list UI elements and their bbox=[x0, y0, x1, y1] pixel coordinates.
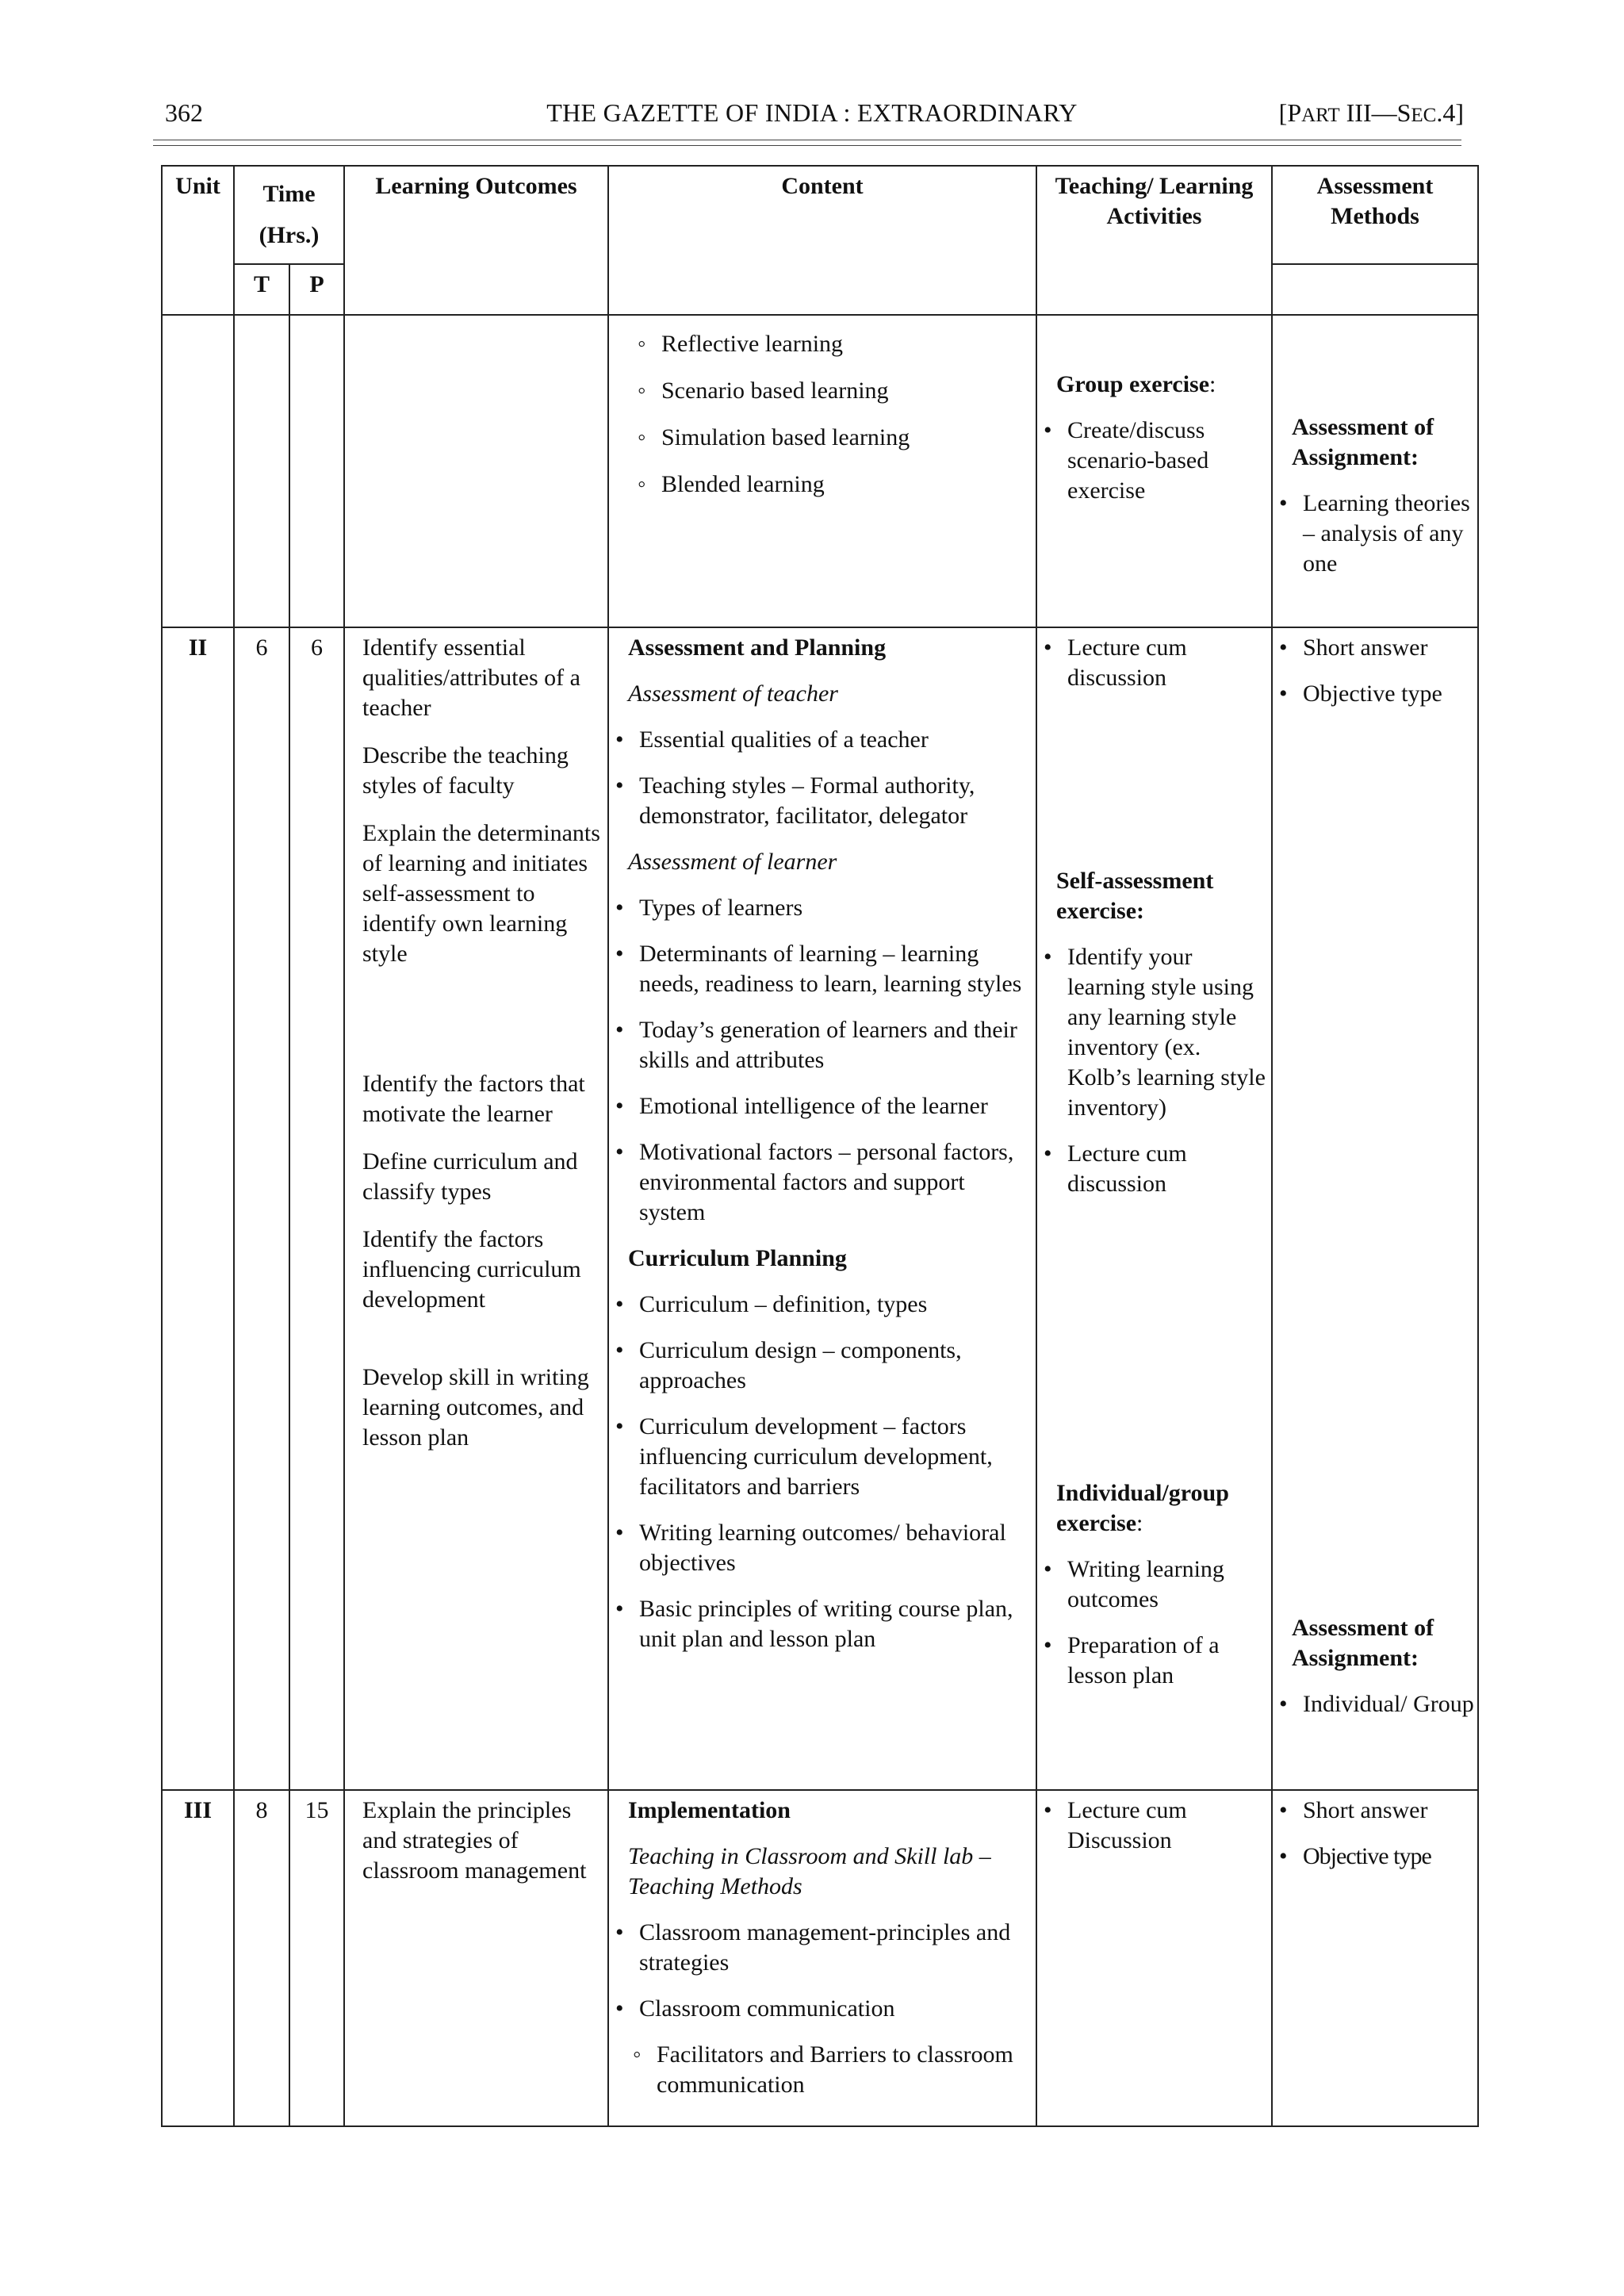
content-item: • Determinants of learning – learning needs, readiness to learn, learning styles bbox=[615, 939, 1032, 999]
activity-item: • Writing learning outcomes bbox=[1044, 1554, 1268, 1615]
part-section-label bbox=[1279, 98, 1464, 128]
cell-p: 15 bbox=[289, 1790, 344, 2126]
cell-activities bbox=[1036, 1790, 1272, 2126]
header-content: Content bbox=[608, 166, 1036, 315]
cell-outcomes bbox=[344, 627, 608, 1790]
part-label-b: ART bbox=[1301, 105, 1340, 126]
content-item: • Motivational factors – personal factors, environmental factors and support system bbox=[615, 1137, 1032, 1228]
cell-unit: III bbox=[162, 1790, 234, 2126]
page-header bbox=[0, 98, 1624, 133]
content-item: • Emotional intelligence of the learner bbox=[615, 1091, 1032, 1121]
cell-outcomes-empty bbox=[344, 315, 608, 627]
outcome-item: Identify the factors influencing curriculum development bbox=[362, 1226, 581, 1313]
outcome-item: Explain the principles and strategies of classroom management bbox=[362, 1797, 587, 1884]
header-t: T bbox=[234, 264, 289, 315]
content-item: ◦ Blended learning bbox=[638, 461, 1032, 508]
header-hrs-label: (Hrs.) bbox=[259, 222, 320, 248]
outcome-item: Explain the determinants of learning and initiates self-assessment to identify own learning style bbox=[362, 820, 600, 967]
content-item: • Basic principles of writing course plan, unit plan and lesson plan bbox=[615, 1594, 1032, 1654]
cell-assessment bbox=[1272, 315, 1478, 627]
cell-t: 8 bbox=[234, 1790, 289, 2126]
assessment-heading: Assessment of Assignment: bbox=[1292, 414, 1434, 470]
header-row-1 bbox=[162, 166, 1478, 264]
content-item: • Curriculum design – components, approaches bbox=[615, 1336, 1032, 1396]
cell-t-empty bbox=[234, 315, 289, 627]
header-rule-bottom bbox=[153, 145, 1461, 146]
outcome-item: Define curriculum and classify types bbox=[362, 1148, 578, 1205]
table-row bbox=[162, 627, 1478, 1790]
outcome-item: Identify essential qualities/attributes of a teacher bbox=[362, 634, 580, 721]
cell-content bbox=[608, 1790, 1036, 2126]
outcome-item: Identify the factors that motivate the learner bbox=[362, 1071, 585, 1127]
content-item: • Today’s generation of learners and their skills and attributes bbox=[615, 1015, 1032, 1075]
activity-item: • Lecture cum Discussion bbox=[1044, 1796, 1268, 1856]
assessment-item: • Objective type bbox=[1279, 1842, 1474, 1872]
table-row bbox=[162, 1790, 1478, 2126]
content-subitem: ◦ Facilitators and Barriers to classroom communication bbox=[615, 2040, 1032, 2100]
content-item: • Writing learning outcomes/ behavioral objectives bbox=[615, 1518, 1032, 1578]
content-subheading: Assessment of teacher bbox=[628, 680, 838, 707]
assessment-heading: Assessment of Assignment: bbox=[1292, 1615, 1434, 1671]
content-heading: Curriculum Planning bbox=[628, 1245, 847, 1271]
assessment-item: • Learning theories – analysis of any one bbox=[1279, 489, 1474, 579]
assessment-item: • Short answer bbox=[1279, 633, 1474, 663]
syllabus-table bbox=[161, 165, 1479, 2127]
part-label-c: III—S bbox=[1339, 98, 1411, 127]
content-item: • Classroom communication bbox=[615, 1994, 1032, 2024]
header-assessment: Assessment Methods bbox=[1272, 166, 1478, 264]
cell-p-empty bbox=[289, 315, 344, 627]
activity-heading: Individual/group exercise bbox=[1056, 1480, 1229, 1536]
cell-unit: II bbox=[162, 627, 234, 1790]
page-number: 362 bbox=[165, 98, 203, 127]
content-item: • Types of learners bbox=[615, 893, 1032, 923]
activity-heading-wrap bbox=[1044, 1478, 1268, 1539]
content-item: • Teaching styles – Formal authority, demonstrator, facilitator, delegator bbox=[615, 771, 1032, 831]
cell-activities bbox=[1036, 315, 1272, 627]
cell-content bbox=[608, 315, 1036, 627]
cell-t: 6 bbox=[234, 627, 289, 1790]
header-unit: Unit bbox=[162, 166, 234, 315]
header-time-label: Time bbox=[262, 181, 316, 207]
activity-item: • Create/discuss scenario-based exercise bbox=[1044, 416, 1268, 506]
cell-assessment bbox=[1272, 1790, 1478, 2126]
outcome-item: Develop skill in writing learning outcomes, and lesson plan bbox=[362, 1364, 589, 1451]
assessment-item: • Objective type bbox=[1279, 679, 1474, 709]
activity-item: • Lecture cum discussion bbox=[1044, 633, 1268, 693]
content-item: • Curriculum development – factors influencing curriculum development, facilitators and barriers bbox=[615, 1412, 1032, 1502]
cell-assessment bbox=[1272, 627, 1478, 1790]
assessment-item: • Short answer bbox=[1279, 1796, 1474, 1826]
content-item: • Curriculum – definition, types bbox=[615, 1290, 1032, 1320]
part-label-d: EC bbox=[1411, 105, 1437, 126]
content-item: ◦ Reflective learning bbox=[638, 320, 1032, 367]
publication-title: THE GAZETTE OF INDIA : EXTRAORDINARY bbox=[546, 98, 1078, 127]
content-subheading: Assessment of learner bbox=[628, 849, 837, 875]
activity-heading-colon: : bbox=[1136, 1510, 1143, 1536]
content-item: • Essential qualities of a teacher bbox=[615, 725, 1032, 755]
activity-heading: Group exercise bbox=[1056, 371, 1210, 397]
activity-heading-colon: : bbox=[1209, 371, 1216, 397]
content-item: • Classroom management-principles and strategies bbox=[615, 1918, 1032, 1978]
content-item: ◦ Simulation based learning bbox=[638, 414, 1032, 461]
content-heading: Implementation bbox=[628, 1797, 791, 1823]
cell-activities bbox=[1036, 627, 1272, 1790]
cell-unit-empty bbox=[162, 315, 234, 627]
header-activities: Teaching/ Learning Activities bbox=[1036, 166, 1272, 315]
cell-p: 6 bbox=[289, 627, 344, 1790]
content-item: ◦ Scenario based learning bbox=[638, 367, 1032, 414]
cell-content bbox=[608, 627, 1036, 1790]
header-assessment-blank bbox=[1272, 264, 1478, 315]
activity-heading: Self-assessment exercise: bbox=[1056, 868, 1214, 924]
activity-item: • Preparation of a lesson plan bbox=[1044, 1631, 1268, 1691]
content-subheading: Teaching in Classroom and Skill lab – Teaching Methods bbox=[628, 1843, 991, 1899]
header-outcomes: Learning Outcomes bbox=[344, 166, 608, 315]
activity-item: • Lecture cum discussion bbox=[1044, 1139, 1268, 1199]
assessment-item: • Individual/ Group bbox=[1279, 1689, 1474, 1719]
part-label-a: [P bbox=[1278, 98, 1302, 127]
content-heading: Assessment and Planning bbox=[628, 634, 887, 661]
cell-outcomes bbox=[344, 1790, 608, 2126]
header-p: P bbox=[289, 264, 344, 315]
outcome-item: Describe the teaching styles of faculty bbox=[362, 742, 569, 799]
activity-item: • Identify your learning style using any learning style inventory (ex. Kolb’s learning style inventory) bbox=[1044, 942, 1268, 1123]
part-label-e: .4] bbox=[1436, 98, 1464, 127]
table-row bbox=[162, 315, 1478, 627]
header-time bbox=[234, 166, 344, 264]
